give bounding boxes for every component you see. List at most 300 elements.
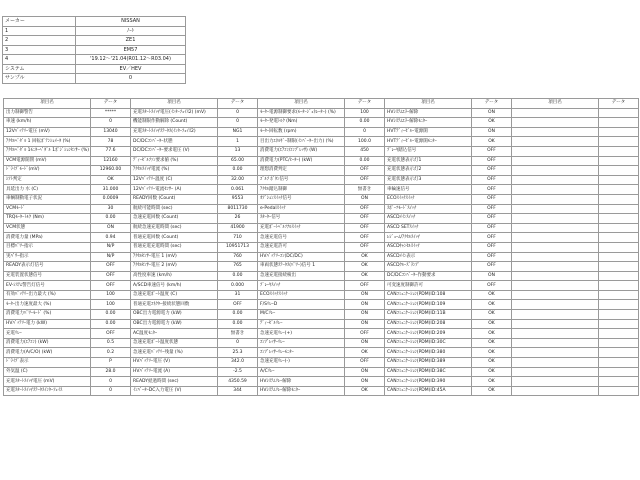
item-name-cell: 充電ｽﾀｰﾄｽｲｯﾁ電圧(ｲﾝﾀｰﾌｪｲｽ2) (mV): [131, 108, 218, 118]
item-data-cell: 710: [218, 233, 258, 243]
item-name-cell: [512, 358, 599, 368]
item-data-cell: OFF: [345, 281, 385, 291]
item-data-cell: 0: [218, 338, 258, 348]
item-name-cell: ｺﾝﾌﾟﾚｯｻｰﾘﾚｰﾓﾆﾀｰ: [258, 348, 345, 358]
item-data-cell: 0.00: [345, 118, 385, 128]
item-data-cell: 30: [91, 204, 131, 214]
item-data-cell: OK: [472, 386, 512, 396]
item-data-cell: OFF: [345, 223, 385, 233]
item-name-cell: 航続急速充電時間 (sec): [131, 223, 218, 233]
item-name-cell: [512, 118, 599, 128]
item-name-cell: 車両状態ｽﾃｰﾀｽ(ﾊﾟﾜｰ)信号 1: [258, 262, 345, 272]
item-data-cell: OK: [472, 137, 512, 147]
item-data-cell: OK: [345, 386, 385, 396]
table-row: [4, 348, 639, 358]
item-data-cell: OFF: [91, 271, 131, 281]
item-name-cell: ﾄﾞﾗｲﾌﾞﾓｰﾄﾞ(mV): [4, 166, 91, 176]
item-data-cell: OK: [345, 271, 385, 281]
item-data-cell: OFF: [472, 233, 512, 243]
table-row: [4, 223, 639, 233]
item-data-cell: ON: [345, 338, 385, 348]
item-name-cell: 普通充電ｺﾈｸﾀｰ接続状態回数: [131, 300, 218, 310]
item-data-cell: OFF: [472, 204, 512, 214]
item-data-cell: 4350.59: [218, 377, 258, 387]
item-data-cell: 0: [91, 118, 131, 128]
item-name-cell: VCMﾓｰﾄﾞ: [4, 204, 91, 214]
item-name-cell: CANｺﾐｭﾆｹｰｼｮﾝ(PDM)ID:45A: [385, 386, 472, 396]
item-name-cell: CANｺﾐｭﾆｹｰｼｮﾝ(PDM)ID:389: [385, 358, 472, 368]
item-name-cell: 消費電力ﾊﾟﾜｰﾓｰﾄﾞ (%): [4, 310, 91, 320]
item-data-cell: P: [91, 358, 131, 368]
vehicle-info-table: [2, 16, 186, 84]
item-data-cell: OK: [345, 252, 385, 262]
item-data-cell: 450: [345, 146, 385, 156]
info-row: [3, 74, 186, 84]
item-name-cell: 充電ﾘﾚｰ: [4, 329, 91, 339]
item-data-cell: 0: [218, 108, 258, 118]
item-data-cell: 100.0: [345, 137, 385, 147]
item-data-cell: 0.00: [218, 271, 258, 281]
item-data-cell: OK: [472, 377, 512, 387]
item-name-cell: EV-ｼｽﾃﾑ警告灯信号: [4, 281, 91, 291]
item-data-cell: [599, 118, 639, 128]
item-name-cell: 出力制御警告: [4, 108, 91, 118]
item-data-cell: [599, 252, 639, 262]
item-data-cell: ON: [345, 290, 385, 300]
item-data-cell: 10951713: [218, 242, 258, 252]
header-item-name: 項目名: [131, 99, 218, 109]
item-name-cell: [512, 223, 599, 233]
item-data-cell: [599, 271, 639, 281]
item-data-cell: OFF: [345, 166, 385, 176]
info-row: [3, 36, 186, 46]
table-row: [4, 252, 639, 262]
table-row: [4, 166, 639, 176]
item-name-cell: [512, 137, 599, 147]
item-data-cell: OFF: [472, 146, 512, 156]
item-name-cell: CANｺﾐｭﾆｹｰｼｮﾝ(PDM)ID:30C: [385, 338, 472, 348]
item-data-cell: [599, 310, 639, 320]
item-data-cell: 26: [218, 214, 258, 224]
item-name-cell: [512, 127, 599, 137]
item-data-cell: *****: [91, 108, 131, 118]
item-name-cell: 急速充電ﾊﾞｯﾃﾘｰ残量 (%): [131, 348, 218, 358]
item-name-cell: [512, 300, 599, 310]
item-name-cell: 航続可能時間 (sec): [131, 204, 218, 214]
item-data-cell: 760: [218, 252, 258, 262]
item-name-cell: ｽﾀｰﾀｰ信号: [258, 214, 345, 224]
item-name-cell: HVﾊﾞｯﾃﾘｰｺﾝ(DC/DC): [258, 252, 345, 262]
item-name-cell: 具延出力 水 (C): [4, 185, 91, 195]
item-data-cell: OFF: [472, 214, 512, 224]
item-name-cell: 消費電力量 (MPa): [4, 233, 91, 243]
item-name-cell: ﾌﾞﾚｰｷ踏込信号: [385, 146, 472, 156]
item-name-cell: 充電ﾎﾟｰﾄﾍﾟﾙｿﾅﾙｽｲｯﾁ: [258, 223, 345, 233]
item-data-cell: 0.0009: [91, 194, 131, 204]
item-name-cell: 充電状態表示灯1: [385, 156, 472, 166]
item-data-cell: 0: [91, 377, 131, 387]
item-data-cell: [599, 242, 639, 252]
item-name-cell: 急速充電接続検出: [258, 271, 345, 281]
item-name-cell: ｲﾝﾊﾞｰﾀｰDC入力電圧 (V): [131, 386, 218, 396]
table-row: [4, 271, 639, 281]
item-data-cell: OFF: [91, 281, 131, 291]
item-data-cell: ON: [472, 127, 512, 137]
item-name-cell: [512, 108, 599, 118]
item-name-cell: ﾓｰﾀｰ発電ﾄﾙｸ (Nm): [258, 118, 345, 128]
item-name-cell: ｱｸｾﾙｽｲｯﾁ電流 (%): [131, 166, 218, 176]
item-name-cell: ﾃﾞｨｰｾﾞﾙﾌｧﾝ要求値 (%): [131, 156, 218, 166]
item-name-cell: [512, 214, 599, 224]
item-name-cell: 理想消費判定: [258, 166, 345, 176]
item-name-cell: OBC出力電源電力 (kW): [131, 310, 218, 320]
item-name-cell: 充電状態表示灯3: [385, 175, 472, 185]
table-row: [4, 300, 639, 310]
item-data-cell: OK: [472, 118, 512, 128]
item-name-cell: 急速充電許可: [258, 242, 345, 252]
item-data-cell: OFF: [472, 175, 512, 185]
item-data-cell: ON: [345, 319, 385, 329]
table-row: [4, 185, 639, 195]
item-name-cell: [512, 242, 599, 252]
item-name-cell: ｼﾌﾄ判定: [4, 175, 91, 185]
item-data-cell: 0.00: [91, 319, 131, 329]
table-row: [4, 386, 639, 396]
item-data-cell: -2.5: [218, 367, 258, 377]
item-name-cell: ﾌﾞﾚｰｷｽｲｯﾁ: [258, 281, 345, 291]
item-data-cell: [599, 146, 639, 156]
item-name-cell: ｱｸｾﾙﾍﾟﾀﾞﾙ 1ﾓﾆﾀｰﾍﾟﾀﾞﾙ 1ﾎﾟｼﾞｼｮﾝｾﾝｻｰ (%): [4, 146, 91, 156]
item-data-cell: 0: [218, 118, 258, 128]
item-name-cell: 充電ｽﾀｰﾄｽｲｯﾁｽﾃｰﾀｽ(ｲﾝﾀｰﾌｪｲｽ2): [131, 127, 218, 137]
info-value: EM57: [76, 45, 186, 55]
table-row: [4, 175, 639, 185]
info-row: [3, 64, 186, 74]
item-data-cell: [599, 127, 639, 137]
item-name-cell: 急速充電ﾎﾟｰﾄ温度 (C): [131, 290, 218, 300]
item-name-cell: 消費電力(ｴｱｺﾝ/ｺﾝﾌﾟﾚｯｻ) (W): [258, 146, 345, 156]
item-data-cell: 0.000: [218, 281, 258, 291]
header-data: データ: [218, 99, 258, 109]
item-name-cell: [512, 185, 599, 195]
item-data-cell: 31: [218, 290, 258, 300]
item-name-cell: [512, 166, 599, 176]
item-name-cell: HVTﾃﾞｨｰｾﾞﾙｰ電源開: [385, 127, 472, 137]
item-name-cell: 可変速度制御許可: [385, 281, 472, 291]
item-name-cell: ｱｸｾﾙﾍﾟﾀﾞﾙ 1 回転ﾎﾟﾃﾝｼｮﾒｰﾀ (%): [4, 137, 91, 147]
item-data-cell: OFF: [345, 233, 385, 243]
table-row: [4, 127, 639, 137]
header-data: データ: [91, 99, 131, 109]
item-data-cell: 0.00: [345, 156, 385, 166]
item-name-cell: [512, 194, 599, 204]
item-data-cell: 0.00: [91, 310, 131, 320]
item-data-cell: OFF: [345, 175, 385, 185]
item-data-cell: OFF: [218, 300, 258, 310]
item-data-cell: [599, 319, 639, 329]
item-data-cell: 無書き: [218, 329, 258, 339]
item-name-cell: [512, 377, 599, 387]
item-name-cell: 消費電力(PTC/ﾋｰﾀｰ) (kW): [258, 156, 345, 166]
item-data-cell: OK: [345, 262, 385, 272]
item-name-cell: 目標ﾊﾟﾜｰ指示: [4, 242, 91, 252]
item-data-cell: OFF: [345, 358, 385, 368]
item-data-cell: ON: [345, 194, 385, 204]
item-data-cell: OK: [472, 348, 512, 358]
item-data-cell: 342.0: [218, 358, 258, 368]
item-data-cell: 344: [218, 386, 258, 396]
item-data-cell: 0: [91, 386, 131, 396]
table-row: [4, 233, 639, 243]
item-name-cell: 外気温 (C): [4, 367, 91, 377]
item-name-cell: [512, 338, 599, 348]
item-name-cell: 普通充電充電時間 (sec): [131, 242, 218, 252]
item-name-cell: [512, 310, 599, 320]
item-data-cell: OK: [472, 319, 512, 329]
item-data-cell: 9553: [218, 194, 258, 204]
item-name-cell: ﾓｰﾀｰ回転数 (rpm): [258, 127, 345, 137]
table-row: [4, 329, 639, 339]
item-name-cell: READY回数 (Count): [131, 194, 218, 204]
item-name-cell: ECOｽｲｯﾁｽｲｯﾁ: [258, 290, 345, 300]
item-name-cell: CANｺﾐｭﾆｹｰｼｮﾝ(PDM)ID:380: [385, 348, 472, 358]
item-data-cell: [599, 300, 639, 310]
table-row: [4, 146, 639, 156]
item-name-cell: ﾚｼﾞｭｰﾑ/ｱｸｾﾙｽｲｯﾁ: [385, 233, 472, 243]
item-data-cell: 41900: [218, 223, 258, 233]
info-key: メーカー: [3, 17, 76, 27]
item-name-cell: ｵﾌﾞｼｮﾝｽｲｯﾁ信号: [258, 194, 345, 204]
item-name-cell: 実ﾊﾟﾜｰ指示: [4, 252, 91, 262]
header-item-name: 項目名: [4, 99, 91, 109]
item-name-cell: CANｺﾐｭﾆｹｰｼｮﾝ(PDM)ID:11B: [385, 310, 472, 320]
item-data-cell: ON: [472, 108, 512, 118]
item-name-cell: ｱｸｾﾙ踏込制御: [258, 185, 345, 195]
item-data-cell: ON: [91, 223, 131, 233]
item-data-cell: ON: [345, 310, 385, 320]
item-name-cell: [512, 367, 599, 377]
item-data-cell: 1: [218, 137, 258, 147]
item-data-cell: OFF: [472, 242, 512, 252]
item-name-cell: [512, 319, 599, 329]
item-data-cell: [599, 358, 639, 368]
item-name-cell: 車輪速信号: [385, 185, 472, 195]
header-data: データ: [599, 99, 639, 109]
item-data-cell: ON: [345, 300, 385, 310]
table-row: [4, 367, 639, 377]
item-data-cell: [599, 204, 639, 214]
item-name-cell: 普通充電回数 (Count): [131, 233, 218, 243]
item-data-cell: OFF: [472, 223, 512, 233]
item-name-cell: 充電ｽﾀｰﾄｽｲｯﾁ電圧 (mV): [4, 377, 91, 387]
item-data-cell: 65.00: [218, 156, 258, 166]
item-name-cell: 機能制限作動解除 (Count): [131, 118, 218, 128]
item-name-cell: CANｺﾐｭﾆｹｰｼｮﾝ(PDM)ID:108: [385, 290, 472, 300]
header-row: [4, 99, 639, 109]
item-name-cell: DC/DCｺﾝﾊﾞｰﾀｰ要求電圧 (V): [131, 146, 218, 156]
item-name-cell: [512, 348, 599, 358]
item-name-cell: ﾓｰﾀｰ電源制御要求(ﾓｰﾀｰｼﾞｪﾈﾚｰﾀｰ) (%): [258, 108, 345, 118]
item-data-cell: [599, 386, 639, 396]
item-data-cell: 13040: [91, 127, 131, 137]
item-data-cell: [599, 214, 639, 224]
item-data-cell: 13: [218, 146, 258, 156]
item-data-cell: [599, 290, 639, 300]
item-name-cell: 有効ﾊﾞｯﾃﾘｰ出力最大 (%): [4, 290, 91, 300]
item-data-cell: OFF: [472, 262, 512, 272]
item-data-cell: OFF: [472, 194, 512, 204]
table-row: [4, 118, 639, 128]
item-data-cell: 100: [345, 108, 385, 118]
item-name-cell: VCM電源開閉 (mV): [4, 156, 91, 166]
item-name-cell: ASCDｸﾙｰｽﾞﾗﾝﾌﾟ: [385, 262, 472, 272]
header-data: データ: [345, 99, 385, 109]
item-data-cell: OFF: [472, 185, 512, 195]
info-value: ZE1: [76, 36, 186, 46]
item-data-cell: 0.94: [91, 233, 131, 243]
item-data-cell: 31.000: [91, 185, 131, 195]
item-data-cell: OFF: [345, 214, 385, 224]
item-name-cell: M/Cﾘﾚｰ: [258, 310, 345, 320]
item-data-cell: [599, 329, 639, 339]
item-data-cell: 0.061: [218, 185, 258, 195]
item-data-cell: [599, 223, 639, 233]
item-name-cell: [512, 281, 599, 291]
item-name-cell: HVｼｽﾃﾑﾘﾚｰ解除: [258, 377, 345, 387]
item-name-cell: [512, 290, 599, 300]
item-data-cell: [599, 233, 639, 243]
item-data-cell: OFF: [345, 329, 385, 339]
item-name-cell: ｺﾝﾌﾟﾚｯｻｰﾘﾚｰ: [258, 338, 345, 348]
item-name-cell: HVｼｽﾃﾑｴﾗｰ解除ﾓﾆﾀｰ: [385, 118, 472, 128]
item-name-cell: 12Vﾊﾞｯﾃﾘｰ電流ｾﾝｻｰ (A): [131, 185, 218, 195]
header-item-name: 項目名: [258, 99, 345, 109]
item-data-cell: OFF: [91, 329, 131, 339]
item-data-cell: OFF: [91, 262, 131, 272]
item-name-cell: ASCD SETｽｲｯﾁ: [385, 223, 472, 233]
item-name-cell: ASCDﾒｲﾝｽｲｯﾁ: [385, 214, 472, 224]
item-name-cell: 12Vﾊﾞｯﾃﾘｰ温度 (C): [131, 175, 218, 185]
item-name-cell: 車輌制動電子状況: [4, 194, 91, 204]
item-name-cell: [512, 329, 599, 339]
item-data-cell: OK: [345, 348, 385, 358]
item-name-cell: 急速充電ﾘﾚｰ(+): [258, 329, 345, 339]
info-row: [3, 17, 186, 27]
item-data-cell: OFF: [472, 252, 512, 262]
item-data-cell: [599, 338, 639, 348]
item-data-cell: 0.00: [218, 319, 258, 329]
item-data-cell: [599, 175, 639, 185]
info-row: [3, 26, 186, 36]
item-data-cell: [599, 166, 639, 176]
item-data-cell: 100: [91, 290, 131, 300]
item-data-cell: ON: [345, 367, 385, 377]
item-name-cell: CANｺﾐｭﾆｹｰｼｮﾝ(PDM)ID:208: [385, 319, 472, 329]
item-data-cell: OFF: [472, 156, 512, 166]
item-name-cell: CANｺﾐｭﾆｹｰｼｮﾝ(PDM)ID:38C: [385, 367, 472, 377]
item-data-cell: 12960.00: [91, 166, 131, 176]
info-row: [3, 45, 186, 55]
item-data-cell: ON: [345, 377, 385, 387]
item-data-cell: 78: [91, 137, 131, 147]
info-key: 1: [3, 26, 76, 36]
item-name-cell: 12Vﾊﾞｯﾃﾘｰ電圧 (mV): [4, 127, 91, 137]
table-row: [4, 214, 639, 224]
item-name-cell: ｱｸｾﾙｾﾝｻｰ電圧 2 (mV): [131, 262, 218, 272]
item-data-cell: OFF: [472, 166, 512, 176]
table-row: [4, 204, 639, 214]
info-value: NISSAN: [76, 17, 186, 27]
item-data-cell: 32.00: [218, 175, 258, 185]
item-data-cell: OK: [472, 300, 512, 310]
item-name-cell: [512, 262, 599, 272]
item-name-cell: [512, 156, 599, 166]
item-name-cell: HVﾊﾞｯﾃﾘｰ電圧 (V): [131, 358, 218, 368]
table-row: [4, 108, 639, 118]
item-name-cell: ﾓｰﾀｰ出力速度最大 (%): [4, 300, 91, 310]
item-name-cell: 充電状態表示灯2: [385, 166, 472, 176]
info-value: ﾉｰﾄ: [76, 26, 186, 36]
item-name-cell: ECOｽｲｯﾁｽｲｯﾁ: [385, 194, 472, 204]
item-name-cell: CANｺﾐｭﾆｹｰｼｮﾝ(PDM)ID:109: [385, 300, 472, 310]
item-data-cell: 0.00: [91, 214, 131, 224]
item-data-cell: 100: [91, 300, 131, 310]
info-key: 3: [3, 45, 76, 55]
header-item-name: 項目名: [512, 99, 599, 109]
item-name-cell: F/SﾘﾚｰD: [258, 300, 345, 310]
info-key: サンプル: [3, 74, 76, 84]
item-data-cell: 0.00: [218, 166, 258, 176]
item-name-cell: READY表示灯信号: [4, 262, 91, 272]
item-name-cell: READY経過時間 (sec): [131, 377, 218, 387]
item-name-cell: A/Cﾘﾚｰ: [258, 367, 345, 377]
item-name-cell: ﾄﾞﾗｲﾌﾞ表示: [4, 358, 91, 368]
item-data-cell: [599, 262, 639, 272]
item-name-cell: [512, 204, 599, 214]
item-name-cell: HVﾊﾞｯﾃﾘｰ電力 (kW): [4, 319, 91, 329]
item-name-cell: [512, 271, 599, 281]
item-data-cell: 無書き: [345, 185, 385, 195]
item-name-cell: ｺﾞﾙﾌ ﾎﾞﾀﾝ信号: [258, 175, 345, 185]
table-row: [4, 290, 639, 300]
item-name-cell: HVTﾃﾞｨｰｾﾞﾙｰ電源開ﾓﾆﾀｰ: [385, 137, 472, 147]
item-name-cell: ASCDﾒｲﾝ表示: [385, 252, 472, 262]
item-name-cell: HVｼｽﾃﾑｴﾗｰ解除: [385, 108, 472, 118]
item-data-cell: 765: [218, 262, 258, 272]
item-name-cell: [512, 386, 599, 396]
item-data-cell: [599, 194, 639, 204]
table-row: [4, 377, 639, 387]
item-data-cell: 28.0: [91, 367, 131, 377]
item-name-cell: ﾃﾞｨｰｾﾞﾙﾘﾚｰ: [258, 319, 345, 329]
header-item-name: 項目名: [385, 99, 472, 109]
header-data: データ: [472, 99, 512, 109]
item-name-cell: CANｺﾐｭﾆｹｰｼｮﾝ(PDM)ID:390: [385, 377, 472, 387]
item-name-cell: 車速 (km/h): [4, 118, 91, 128]
item-data-cell: OK: [91, 175, 131, 185]
diagnostic-data-table: [3, 98, 639, 396]
item-name-cell: 急速充電回数 (Count): [131, 214, 218, 224]
item-data-cell: N/P: [91, 242, 131, 252]
item-data-cell: [599, 377, 639, 387]
item-data-cell: OK: [472, 338, 512, 348]
item-name-cell: [512, 252, 599, 262]
item-data-cell: 0.5: [91, 338, 131, 348]
table-row: [4, 319, 639, 329]
info-value: EV／HEV: [76, 64, 186, 74]
item-name-cell: AC温度ﾓﾆﾀｰ: [131, 329, 218, 339]
item-name-cell: [512, 233, 599, 243]
